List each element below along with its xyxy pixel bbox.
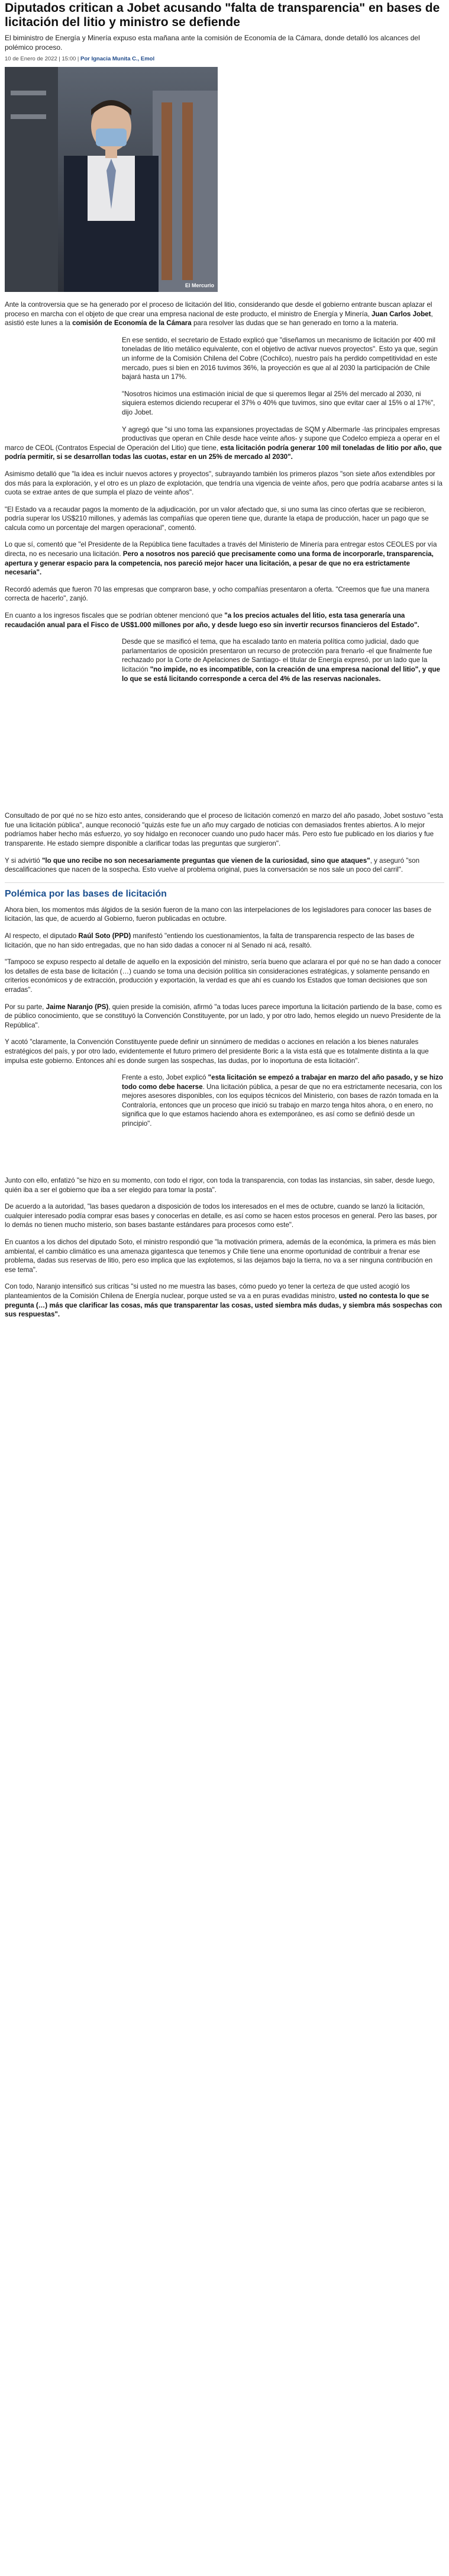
paragraph: En cuantos a los dichos del diputado Soto, el ministro respondió que "la motivación primera, además de la económica, la primera es más bien ambiental, el cambio climático es una amenaza gigantesca que tenemos y Chile tiene una enorme oportunidad de contribuir a frenar ese problema, dadas sus reservas de litio, pero eso implica que las explotemos, si las dejamos bajo la tierra, no va a ser ninguna contribución en ese tema". [5,1238,436,1274]
paragraph: "Nosotros hicimos una estimación inicial de que si queremos llegar al 25% del mercado al 2030, ni siquiera estemos diciendo recuperar el 37% o 40% que tuvimos, sino que evitar caer al 15% o al 17%", dijo Jobet. [122,390,435,416]
ad-space [5,637,116,809]
ad-space [5,336,116,436]
paragraph: Al respecto, el diputado Raúl Soto (PPD) manifestó "entiendo los cuestionamientos, la falta de transparencia respecto de las bases de licitación, que no han sido entregadas, que no han sido dadas a conocer ni al Senado ni acá, resaltó. [5,932,415,949]
paragraph: En ese sentido, el secretario de Estado explicó que "diseñamos un mecanismo de licitación por 400 mil toneladas de litio metálico equivalente, con el objetivo de activar nuevos proyectos". Esto ya que, según un informe de la Comisión Chilena del Cobre (Cochilco), nuestro país ha perdido competitividad en este mercado, pues si bien en 2016 tuvimos 36%, la proyección es que al al 2030 la participación de Chile bajará hasta un 17%. [5,336,444,382]
paragraph: Ante la controversia que se ha generado por el proceso de licitación del litio, considerando que desde el gobierno entrante buscan aplazar el proceso en marcha con el objeto de que crear una empresa nacional de este producto, el ministro de Energía y Minería, Juan Carlos Jobet, asistió este lunes a la comisión de Economía de la Cámara para resolver las dudas que se han generado en torno a la materia. [5,301,433,327]
ad-space [5,1073,116,1174]
paragraph: Con todo, Naranjo intensificó sus críticas "si usted no me muestra las bases, cómo puedo yo tener la certeza de que usted acogió los planteamientos de la Comisión Chilena de Energía nuclear, porque usted se va a en puras evadidas ministro, usted no contesta lo que se pregunta (…) más que clarificar las cosas, más que transparentar las cosas, usted siembra más dudas, y siembra más sospechas con sus respuestas". [5,1283,442,1319]
paragraph: "El Estado va a recaudar pagos la momento de la adjudicación, por un valor afectado que, si uno suma las cinco ofertas que se recibieron, podría superar los US$210 millones, y además las compañías que operen tiene que, durante la etapa de producción, hacer un pago que se calcula como un porcentaje del margen operacional", comentó. [5,505,429,532]
paragraph: Y acotó "claramente, la Convención Constituyente puede definir un sinnúmero de medidas o acciones en relación a los bienes naturales estratégicos del país, y por otro lado, evidentemente el futuro primero del presidente Boric a la vista está que es totalmente distinta a la que impulsa este gobierno. Entonces ahí es donde surgen las sospechas, las dudas, por lo inoportuna de esta licitación". [5,1038,429,1065]
section-divider [5,882,444,883]
article-byline [5,56,444,62]
paragraph: Y si advirtió "lo que uno recibe no son necesariamente preguntas que vienen de la curiosidad, sino que ataques", y aseguró "son descalificaciones que nacen de la sospecha. Esto vuelve al problema original, pues la conversación se nos sale un poco del carril". [5,856,420,874]
paragraph: Lo que sí, comentó que "el Presidente de la República tiene facultades a través del Ministerio de Minería para entregar estos CEOLES por vía directa, no es necesario una licitación. Pero a nosotros nos pareció que precisamente como una forma de incorporarle, transparencia, apertura y generar espacio para la competencia, nos pareció mejor hacer una licitación, a pesar de que no era estrictamente necesaria". [5,541,437,577]
paragraph: De acuerdo a la autoridad, "las bases quedaron a disposición de todos los interesados en el mes de octubre, cuando se lanzó la licitación, cualquier interesado podía comprar esas bases y conocerlas en detalle, es así como se hacen estos procesos en general. Pero las bases, por lo demás no tienen mucho misterio, son bases bastante estándares para procesos como este". [5,1203,437,1229]
photo-credit: El Mercurio [185,282,214,288]
paragraph: Y agregó que "si uno toma las expansiones proyectadas de SQM y Albermarle -las principales empresas productivas que operan en Chile desde hace veinte años- y supone que Codelco empieza a operar en el marco de CEOL (Contratos Especial de Operación del Litio) que tiene, esta licitación podría generar 100 mil toneladas de litio por año, que podría permitir, si se desarrollan todas las cuotas, estar en un 25% de mercado al 2030". [5,425,442,461]
article-lead: El biministro de Energía y Minería expuso esta mañana ante la comisión de Economía de la Cámara, donde detalló los alcances del polémico proceso. [5,34,420,52]
paragraph: Por su parte, Jaime Naranjo (PS), quien preside la comisión, afirmó "a todas luces parece importuna la licitación partiendo de la base, como es de público conocimiento, que se constituyó la Convención Constituyente, por un lado, y por otro lado, hemos elegido un nuevo Presidente de la República". [5,1003,442,1029]
minister-photo-illustration [5,67,218,292]
paragraph: Desde que se masificó el tema, que ha escalado tanto en materia política como judicial, dado que parlamentarios de oposición presentaron un recurso de protección para frenarlo -el que finalmente fue rechazado por la Corte de Apelaciones de Santiago- el titular de Energía expresó, por un lado que la licitación "no impide, no es incompatible, con la creación de una empresa nacional del litio", y que lo que se está licitando corresponde a cerca del 4% de las reservas nacionales. [5,637,444,683]
paragraph: Junto con ello, enfatizó "se hizo en su momento, con todo el rigor, con toda la transparencia, con todas las instancias, sin saber, desde luego, quién iba a ser el gobierno que iba a ser elegido para tomar la posta". [5,1177,435,1194]
section-heading: Polémica por las bases de licitación [5,888,167,899]
article-photo [5,67,218,292]
paragraph: Recordó además que fueron 70 las empresas que compraron base, y ocho compañías presentaron a oferta. "Creemos que fue una manera correcta de hacerlo", zanjó. [5,585,429,603]
paragraph: Frente a esto, Jobet explicó "esta licitación se empezó a trabajar en marzo del año pasado, y se hizo todo como debe hacerse. Una licitación pública, a pesar de que no era estrictamente necesaria, con los mejores asesores disponibles, con los equipos técnicos del Ministerio, con bases de razón tomada en la Contraloría, entonces que un proceso que inició su trabajo en marzo tenga hitos ahora, o en enero, no significa que lo que estamos haciendo ahora es extemporáneo, es así como se definió desde un principio". [5,1073,444,1129]
paragraph: Asimismo detalló que "la idea es incluir nuevos actores y proyectos", subrayando también los primeros plazos "son siete años extendibles por dos más para la exploración, y el otro es un plazo de explotación, que tendría una vigencia de veinte años, pero que podría acabarse antes si la cuota se extrae antes de que sumpla el plazo de veinte años". [5,470,442,497]
article-date: 10 de Enero de 2022 | 15:00 | [5,56,79,62]
paragraph: Ahora bien, los momentos más álgidos de la sesión fueron de la mano con las interpelaciones de los legisladores para conocer las bases de licitación, las que, de acuerdo al Gobierno, fueron publicadas en octubre. [5,905,432,923]
article-title: Diputados critican a Jobet acusando "falta de transparencia" en bases de licitación del litio y ministro se defiende [5,1,440,29]
paragraph: Consultado de por qué no se hizo esto antes, considerando que el proceso de licitación comenzó en marzo del año pasado, Jobet sostuvo "esta fue una licitación pública", aunque reconoció "quizás este fue un año muy cargado de noticias con demasiados frentes abiertos. A lo mejor podríamos haber hecho más esfuerzo, yo soy hidalgo en reconocer cuando uno pudo hacer más. Pero esto fue publicado en los diarios y fue transparente. He estado siempre disponible a clarificar todas las preguntas que surgieron". [5,812,443,847]
paragraph: En cuanto a los ingresos fiscales que se podrían obtener mencionó que "a los precios actuales del litio, esta tasa generaría una recaudación anual para el Fisco de US$1.000 millones por año, y desde luego eso sin invertir recursos financieros del Estado". [5,612,419,629]
paragraph: "Tampoco se expuso respecto al detalle de aquello en la exposición del ministro, sería bueno que aclarara el por qué no se han dado a conocer los detalles de esta base de licitación (…) cuando se toma una decisión política sin consideraciones estratégicas, y solamente pensando en criterios económicos y de extracción, producción y exportación, la verdad es que ahí es cuando los Estados que toman decisiones que son erradas". [5,958,441,994]
article-author[interactable]: Por Ignacia Munita C., Emol [80,56,155,62]
